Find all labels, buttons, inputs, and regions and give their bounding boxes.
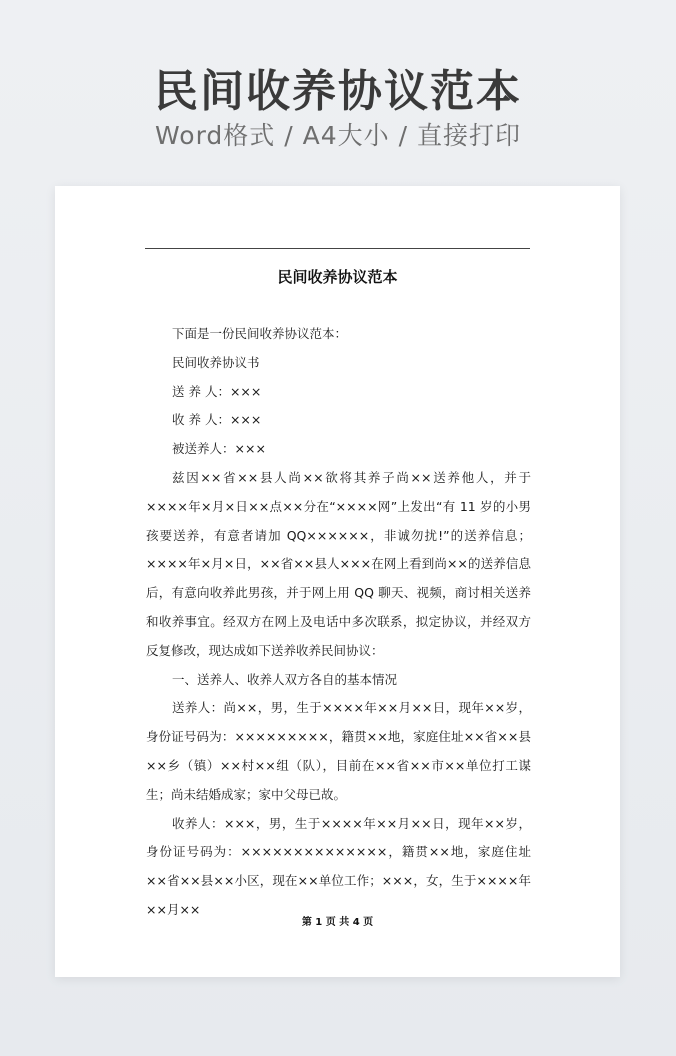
paragraph-intro: 下面是一份民间收养协议范本：	[172, 326, 348, 341]
document-title: 民间收养协议范本	[277, 268, 398, 286]
paragraph-adopter-info: 收养人：×××，男，生于××××年××月××日，现年××岁，身份证号码为：××××××××××××××，籍贯××地，家庭住址××省××县××小区，现在××单位工作；×××，女，生于××××年××月××	[146, 815, 531, 917]
paragraph-sender: 送 养 人：×××	[172, 383, 262, 399]
paragraph-adoptee: 被送养人：×××	[172, 441, 266, 457]
page-number-footer: 第 1 页 共 4 页	[301, 917, 374, 928]
paragraph-section-1: 一、送养人、收养人双方各自的基本情况	[172, 671, 398, 687]
document-page	[55, 186, 620, 977]
header-rule	[145, 248, 530, 249]
paragraph-background: 兹因××省××县人尚××欲将其养子尚××送养他人，并于××××年×月×日××点××分在“××××网”上发出“有 11 岁的小男孩要送养，有意者请加 QQ××××××，非诚勿扰!”的送养信息；××××年×月×日，××省××县人×××在网上看到尚××的送养信息后，有意向收养此男孩，并于网上用 QQ 聊天、视频，商讨相关送养和收养事宜。经双方在网上及电话中多次联系，拟定协议，并经双方反复修改，现达成如下送养收养民间协议：	[146, 469, 531, 658]
paragraph-adopter: 收 养 人：×××	[172, 412, 262, 428]
document-body	[146, 320, 531, 925]
paragraph-sender-info: 送养人：尚××，男，生于××××年××月××日，现年××岁，身份证号码为：×××××××××，籍贯××地，家庭住址××省××县××乡（镇）××村××组（队），目前在××省××市××单位打工谋生；尚未结婚成家；家中父母已故。	[146, 700, 531, 802]
banner-subtitle: Word格式 / A4大小 / 直接打印	[155, 121, 521, 150]
banner-title: 民间收养协议范本	[154, 66, 522, 117]
paragraph-heading: 民间收养协议书	[172, 354, 260, 370]
